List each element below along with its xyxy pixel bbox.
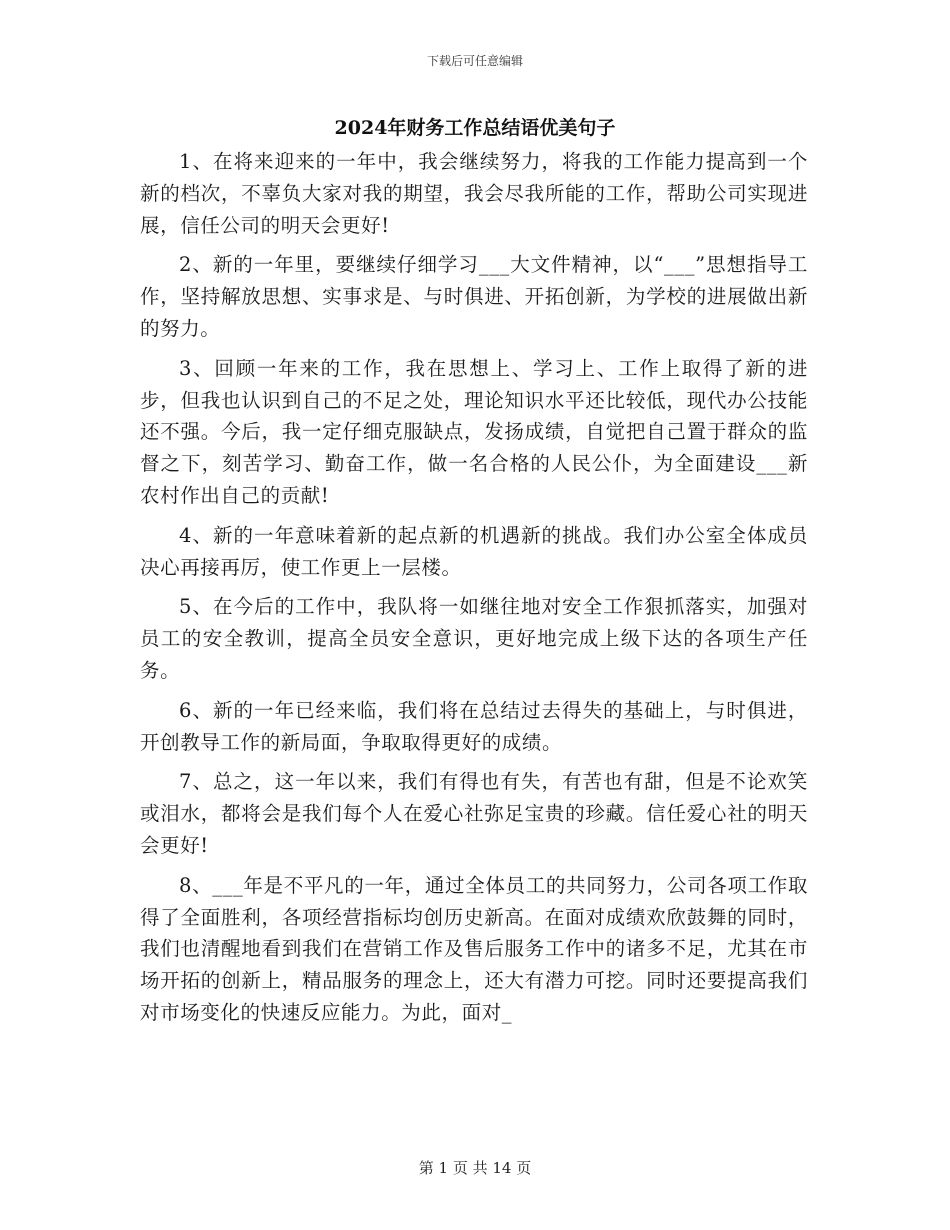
paragraph-1: 1、在将来迎来的一年中，我会继续努力，将我的工作能力提高到一个新的档次，不辜负大家对我的期望，我会尽我所能的工作，帮助公司实现进展，信任公司的明天会更好! xyxy=(140,150,808,237)
paragraph-2: 2、新的一年里，要继续仔细学习___大文件精神，以“___”思想指导工作，坚持解放思想、实事求是、与时俱进、开拓创新，为学校的进展做出新的努力。 xyxy=(140,253,808,340)
paragraph-5: 5、在今后的工作中，我队将一如继往地对安全工作狠抓落实，加强对员工的安全教训，提高全员安全意识，更好地完成上级下达的各项生产任务。 xyxy=(140,595,808,682)
header-note: 下载后可任意编辑 xyxy=(426,54,523,68)
paragraph-3: 3、回顾一年来的工作，我在思想上、学习上、工作上取得了新的进步，但我也认识到自己的不足之处，理论知识水平还比较低，现代办公技能还不强。今后，我一定仔细克服缺点，发扬成绩，自觉把自己置于群众的监督之下，刻苦学习、勤奋工作，做一名合格的人民公仆，为全面建设___新农村作出自己的贡献! xyxy=(140,356,808,507)
paragraph-4: 4、新的一年意味着新的起点新的机遇新的挑战。我们办公室全体成员决心再接再厉，使工作更上一层楼。 xyxy=(140,523,808,579)
paragraph-6: 6、新的一年已经来临，我们将在总结过去得失的基础上，与时俱进，开创教导工作的新局面，争取取得更好的成绩。 xyxy=(140,698,808,754)
page-number: 第 1 页 共 14 页 xyxy=(418,1159,532,1177)
paragraph-7: 7、总之，这一年以来，我们有得也有失，有苦也有甜，但是不论欢笑或泪水，都将会是我们每个人在爱心社弥足宝贵的珍藏。信任爱心社的明天会更好! xyxy=(140,770,808,857)
paragraph-8: 8、___年是不平凡的一年，通过全体员工的共同努力，公司各项工作取得了全面胜利，各项经营指标均创历史新高。在面对成绩欢欣鼓舞的同时，我们也清醒地看到我们在营销工作及售后服务工作中的诸多不足，尤其在市场开拓的创新上，精品服务的理念上，还大有潜力可挖。同时还要提高我们对市场变化的快速反应能力。为此，面对_ xyxy=(140,873,808,1024)
document-title: 2024年财务工作总结语优美句子 xyxy=(334,117,616,139)
document-body xyxy=(140,146,808,1037)
